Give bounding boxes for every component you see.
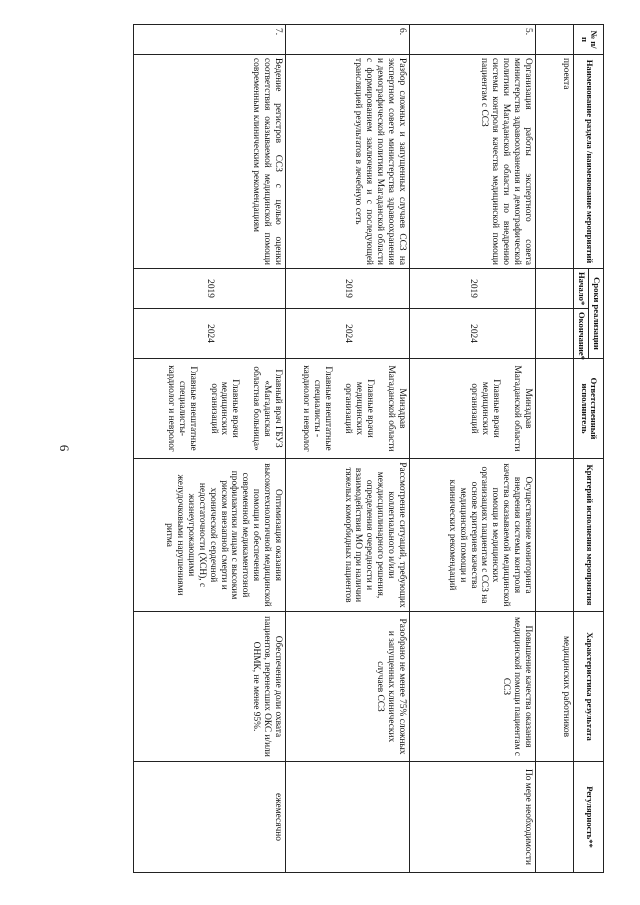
header-criteria: Критерий исполнения мероприятия	[574, 459, 604, 612]
row-num: 5.	[410, 25, 536, 55]
responsible-extra: Главные врачи медицинских организаций	[343, 379, 376, 438]
row-criteria: Осуществление мониторинга внедрения системы контроля качества оказываемой медицинской помощи в медицинских организациях пациентам с ССЗ на основе критериев качества медицинской помощи и клинических рекомендаций	[410, 459, 536, 612]
responsible-extra2: Главные внештатные специалисты-кардиолог и невролог	[165, 365, 198, 452]
table-row	[410, 25, 536, 873]
row-criteria: Рассмотрение ситуаций, требующих коллегиального и/или междисциплинарного решения, определения очередности и взаимодействия МО при наличии тяжелых коморбидных пациентов	[286, 459, 410, 612]
row-result: Повышение качества оказания медицинской помощи пациентам с ССЗ	[410, 612, 536, 762]
cont-end	[536, 309, 574, 359]
row-result: Обеспечение доли охвата пациентов, перенесших ОКС и/или ОНМК, не менее 95%.	[134, 612, 286, 762]
row-regularity	[286, 762, 410, 873]
row-end: 2024	[410, 309, 536, 359]
row-end: 2024	[286, 309, 410, 359]
row-end: 2024	[134, 309, 286, 359]
row-start: 2019	[286, 269, 410, 309]
page-number: 6	[57, 444, 72, 452]
cont-num	[536, 25, 574, 55]
row-name: Разбор сложных и запущенных случаев ССЗ на экспертном совете министерства здравоохранения и демографической политики Магаданской области с формированием заключения и с последующей трансляцией результатов в лечебную сеть	[286, 55, 410, 269]
row-regularity: По мере необходимости	[410, 762, 536, 873]
table-row	[134, 25, 286, 873]
responsible-main: Главный врач ГБУЗ «Магаданская областная больница»	[251, 366, 284, 451]
header-name: Наименование раздела /наименование мероприятий	[574, 55, 604, 269]
row-regularity: ежемесячно	[134, 762, 286, 873]
table-row	[286, 25, 410, 873]
rotated-page	[84, 24, 604, 872]
row-name: Ведение регистров ССЗ с целью оценки соответствия оказываемой медицинской помощи современным клиническим рекомендациям	[134, 55, 286, 269]
row-responsible	[134, 359, 286, 459]
row-num: 6.	[286, 25, 410, 55]
row-name: Организация работы экспертного совета министерства здравоохранения и демографической политики Магаданской области по внедрению системы контроля качества медицинской помощи пациентам с ССЗ	[410, 55, 536, 269]
cont-name: проекта	[536, 55, 574, 269]
header-start: Начало*	[574, 269, 589, 309]
row-start: 2019	[134, 269, 286, 309]
cont-regularity	[536, 762, 574, 873]
row-responsible	[286, 359, 410, 459]
responsible-main: Минздрав Магаданской области	[386, 365, 408, 452]
responsible-extra: Главные врачи медицинских организаций	[469, 379, 502, 438]
responsible-extra: Главные врачи медицинских организаций	[208, 379, 241, 438]
responsible-main: Минздрав Магаданской области	[512, 365, 534, 452]
header-end: Окончание*	[574, 309, 589, 359]
header-row	[589, 25, 604, 873]
cont-responsible	[536, 359, 574, 459]
header-result: Характеристика результата	[574, 612, 604, 762]
header-period: Сроки реализации	[589, 269, 604, 359]
cont-criteria	[536, 459, 574, 612]
header-num: № п/п	[574, 25, 604, 55]
action-plan-table	[133, 24, 604, 873]
responsible-extra2: Главные внештатные специалисты - кардиолог и невролог	[300, 365, 333, 452]
row-start: 2019	[410, 269, 536, 309]
row-result: Разобрано не менее 75% сложных и запущенных клинических случаев ССЗ	[286, 612, 410, 762]
cont-result: медицинских работников	[536, 612, 574, 762]
header-responsible: Ответственный исполнитель	[574, 359, 604, 459]
cont-start	[536, 269, 574, 309]
row-criteria: Оптимизация оказания высокотехнологичной медицинской помощи и обеспечения современной медикаментозной профилактики лицам с высоким риском внезапной смерти и хронической сердечной недостаточности (ХСН), с жизнеугрожающими желудочковыми нарушениями ритма	[134, 459, 286, 612]
row-responsible	[410, 359, 536, 459]
row-num: 7.	[134, 25, 286, 55]
header-regularity: Регулярность**	[574, 762, 604, 873]
continuation-row	[536, 25, 574, 873]
